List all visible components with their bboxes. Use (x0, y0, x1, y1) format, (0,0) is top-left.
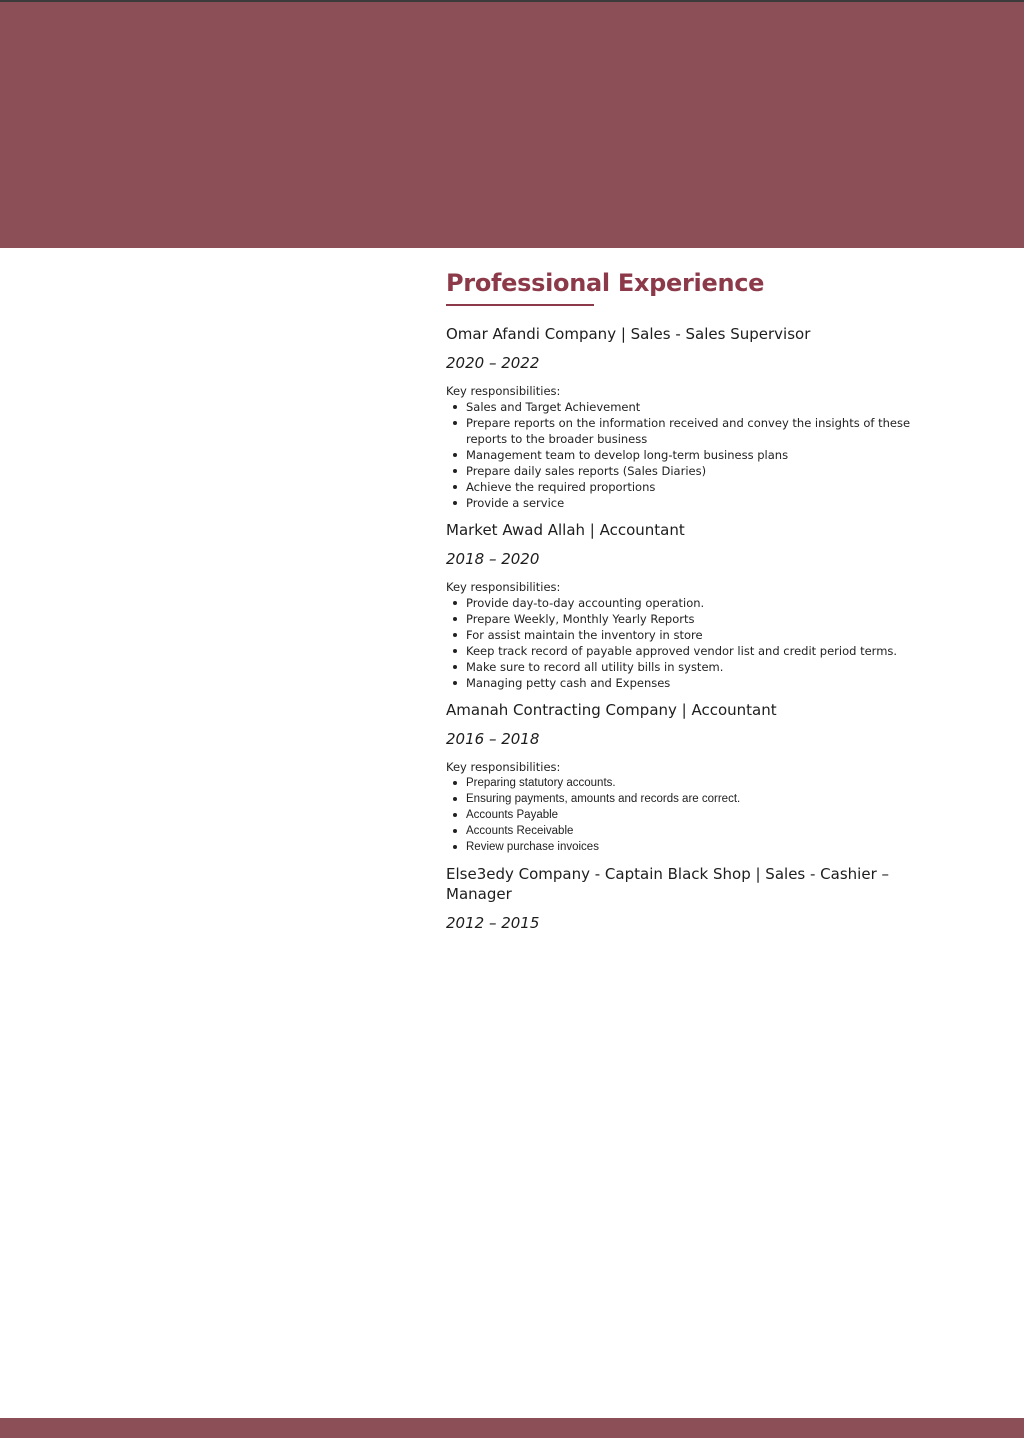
key-responsibilities-label: Key responsibilities: (446, 580, 561, 594)
responsibilities-list (446, 775, 946, 855)
list-item: Keep track record of payable approved vendor list and credit period terms. (466, 643, 946, 659)
list-item: Provide a service (466, 495, 946, 511)
key-responsibilities-label: Key responsibilities: (446, 384, 561, 398)
list-item: Preparing statutory accounts. (466, 775, 946, 791)
responsibilities-list (446, 399, 946, 511)
job-entry (446, 864, 946, 933)
job-date: 2020 – 2022 (446, 354, 540, 372)
footer-band (0, 1418, 1024, 1438)
list-item: Prepare Weekly, Monthly Yearly Reports (466, 611, 946, 627)
section-title: Professional Experience (446, 269, 765, 297)
title-underline (446, 304, 594, 306)
experience-section (446, 262, 946, 943)
job-title: Omar Afandi Company | Sales - Sales Supervisor (446, 325, 811, 343)
job-entry (446, 324, 946, 511)
job-date: 2018 – 2020 (446, 550, 540, 568)
list-item: Make sure to record all utility bills in system. (466, 659, 946, 675)
list-item: Ensuring payments, amounts and records are correct. (466, 791, 946, 807)
key-responsibilities-label: Key responsibilities: (446, 760, 561, 774)
list-item: Management team to develop long-term business plans (466, 447, 946, 463)
job-entry (446, 520, 946, 691)
job-entry (446, 700, 946, 855)
list-item: Provide day-to-day accounting operation. (466, 595, 946, 611)
list-item: Achieve the required proportions (466, 479, 946, 495)
list-item: Sales and Target Achievement (466, 399, 946, 415)
job-title: Amanah Contracting Company | Accountant (446, 701, 777, 719)
header-band (0, 0, 1024, 248)
list-item: Review purchase invoices (466, 839, 946, 855)
list-item: Prepare daily sales reports (Sales Diaries) (466, 463, 946, 479)
responsibilities-list (446, 595, 946, 691)
list-item: Managing petty cash and Expenses (466, 675, 946, 691)
job-date: 2016 – 2018 (446, 730, 540, 748)
job-title: Else3edy Company - Captain Black Shop | Sales - Cashier – Manager (446, 865, 889, 903)
list-item: Accounts Payable (466, 807, 946, 823)
list-item: Accounts Receivable (466, 823, 946, 839)
list-item: Prepare reports on the information received and convey the insights of these reports to the broader business (466, 415, 946, 447)
job-date: 2012 – 2015 (446, 914, 540, 932)
job-title: Market Awad Allah | Accountant (446, 521, 685, 539)
list-item: For assist maintain the inventory in store (466, 627, 946, 643)
